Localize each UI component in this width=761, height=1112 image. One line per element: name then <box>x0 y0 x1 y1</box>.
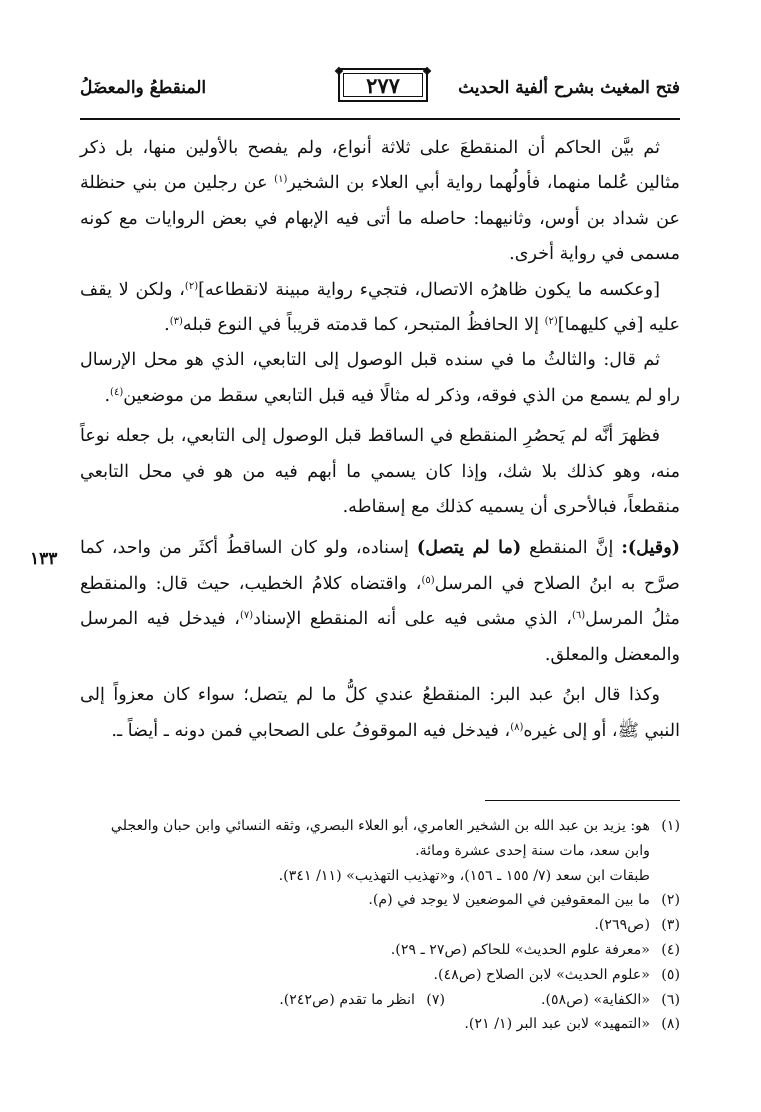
paragraph: وكذا قال ابنُ عبد البر: المنقطعُ عندي كلُّ ما لم يتصل؛ سواء كان معزواً إلى النبي ﷺ، أو إلى غيره$^{(٨)}$، فيدخل فيه الموقوفُ على الصحابي فمن دونه ـ أيضاً ـ. <box>80 685 680 741</box>
footnote-ref[interactable]: (٨) <box>510 721 524 733</box>
footnote-rule <box>485 800 680 801</box>
footnotes <box>100 814 680 1037</box>
bold-lead: (وقيل): <box>621 537 681 559</box>
footnote-ref[interactable]: (٦) <box>571 610 586 622</box>
footnote-ref[interactable]: (٧) <box>239 610 254 622</box>
footnote-number: (١) <box>661 818 680 834</box>
footnote-text: «الكفاية» (ص٥٨). <box>540 991 650 1008</box>
footnote-text: (ص٢٦٩). <box>594 917 650 934</box>
footnote <box>100 913 680 938</box>
footnote-row <box>100 988 680 1013</box>
footnote-text: «التمهيد» لابن عبد البر (١/ ٢١). <box>464 1016 650 1033</box>
footnote-number: (٧) <box>426 991 445 1008</box>
bold-term: (ما لم يتصل) <box>416 537 522 559</box>
footnote <box>100 1012 680 1037</box>
paragraph: ثم بيَّن الحاكم أن المنقطعَ على ثلاثة أنواع، ولم يفصح بالأولين منها، بل ذكر مثالين عُلما منهما، فأولُهما رواية أبي العلاء بن الشخير$^{(١)}$ عن رجلين من بني حنظلة عن شداد بن أوس، وثانيهما: حاصله ما أتى فيه الإبهام في بعض الروايات مع كونه مسمى في رواية أخرى. <box>80 138 680 265</box>
footnote-text: «معرفة علوم الحديث» للحاكم (ص٢٧ ـ ٢٩). <box>390 941 650 958</box>
header-rule <box>80 118 680 120</box>
footnote-number: (٥) <box>661 966 680 983</box>
footnote <box>445 988 680 1013</box>
footnote-ref[interactable]: (١) <box>274 174 288 186</box>
footnote-ref[interactable]: (٥) <box>421 574 435 586</box>
footnote <box>279 988 445 1013</box>
footnote-text: هو: يزيد بن عبد الله بن الشخير العامري، أبو العلاء البصري، وثقه النسائي وابن حبان والعجلي وابن سعد، مات سنة إحدى عشرة ومائة. <box>110 818 650 859</box>
footnote-ref[interactable]: (٢) <box>184 280 199 292</box>
footnote-number: (٢) <box>661 892 680 909</box>
book-title: فتح المغيث بشرح ألفية الحديث <box>458 78 680 98</box>
page-number: ٢٧٧ <box>366 72 400 98</box>
footnote-number: (٨) <box>661 1016 680 1033</box>
footnote-number: (٣) <box>661 917 680 934</box>
ornament-icon: ❖ <box>422 65 432 78</box>
footnote-text: طبقات ابن سعد (٧/ ١٥٥ ـ ١٥٦)، و«تهذيب التهذيب» (١١/ ٣٤١). <box>278 867 650 884</box>
paragraph: ثم قال: والثالثُ ما في سنده قبل الوصول إلى التابعي، الذي هو محل الإرسال راو لم يسمع من الذي فوقه، وذكر له مثالًا فيه قبل التابعي سقط من موضعين$^{(٤)}$. <box>80 350 680 406</box>
footnote <box>100 938 680 963</box>
footnote-number: (٤) <box>661 941 680 958</box>
footnote-ref[interactable]: (٢) <box>544 316 558 328</box>
ornament-icon: ❖ <box>334 65 344 78</box>
page-header <box>80 66 680 122</box>
footnote-text: «علوم الحديث» لابن الصلاح (ص٤٨). <box>433 966 650 983</box>
main-text <box>80 131 680 749</box>
footnote-text: انظر ما تقدم (ص٢٤٢). <box>279 991 415 1008</box>
paragraph: فظهرَ أنَّه لم يَحصُرِ المنقطع في الساقط قبل الوصول إلى التابعي، بل جعله نوعاً منه، وهو كذلك بلا شك، وإذا كان يسمي ما أبهم فيه من هو في محل التابعي منقطعاً، فبالأحرى أن يسميه كذلك مع إسقاطه. <box>80 426 680 518</box>
paragraph: [وعكسه ما يكون ظاهرُه الاتصال، فتجيء رواية مبينة لانقطاعه]$^{(٢)}$، ولكن لا يقف عليه [في كليهما]$^{(٢)}$ إلا الحافظُ المتبحر، كما قدمته قريباً في النوع قبله$^{(٣)}$. <box>80 279 680 336</box>
footnote-number: (٦) <box>661 991 680 1008</box>
footnote-ref[interactable]: (٤) <box>110 386 124 398</box>
footnote <box>100 963 680 988</box>
paragraph: (وقيل): إنَّ المنقطع (ما لم يتصل) إسناده، ولو كان الساقطُ أكثَر من واحد، كما صرَّح به ابنُ الصلاح في المرسل$^{(٥)}$، واقتضاه كلامُ الخطيب، حيث قال: والمنقطع مثلُ المرسل$^{(٦)}$، الذي مشى فيه على أنه المنقطع الإسناد$^{(٧)}$، فيدخل فيه المرسل والمعضل والمعلق. <box>80 537 681 665</box>
page-number-box <box>334 65 432 102</box>
footnote-ref[interactable]: (٣) <box>169 316 183 328</box>
margin-number: ١٣٣ <box>30 549 58 569</box>
footnote <box>100 814 680 888</box>
footnote-text: ما بين المعقوفين في الموضعين لا يوجد في (م). <box>368 892 650 909</box>
footnote <box>100 888 680 913</box>
chapter-title: المنقطعُ والمعضَلُ <box>80 78 207 98</box>
